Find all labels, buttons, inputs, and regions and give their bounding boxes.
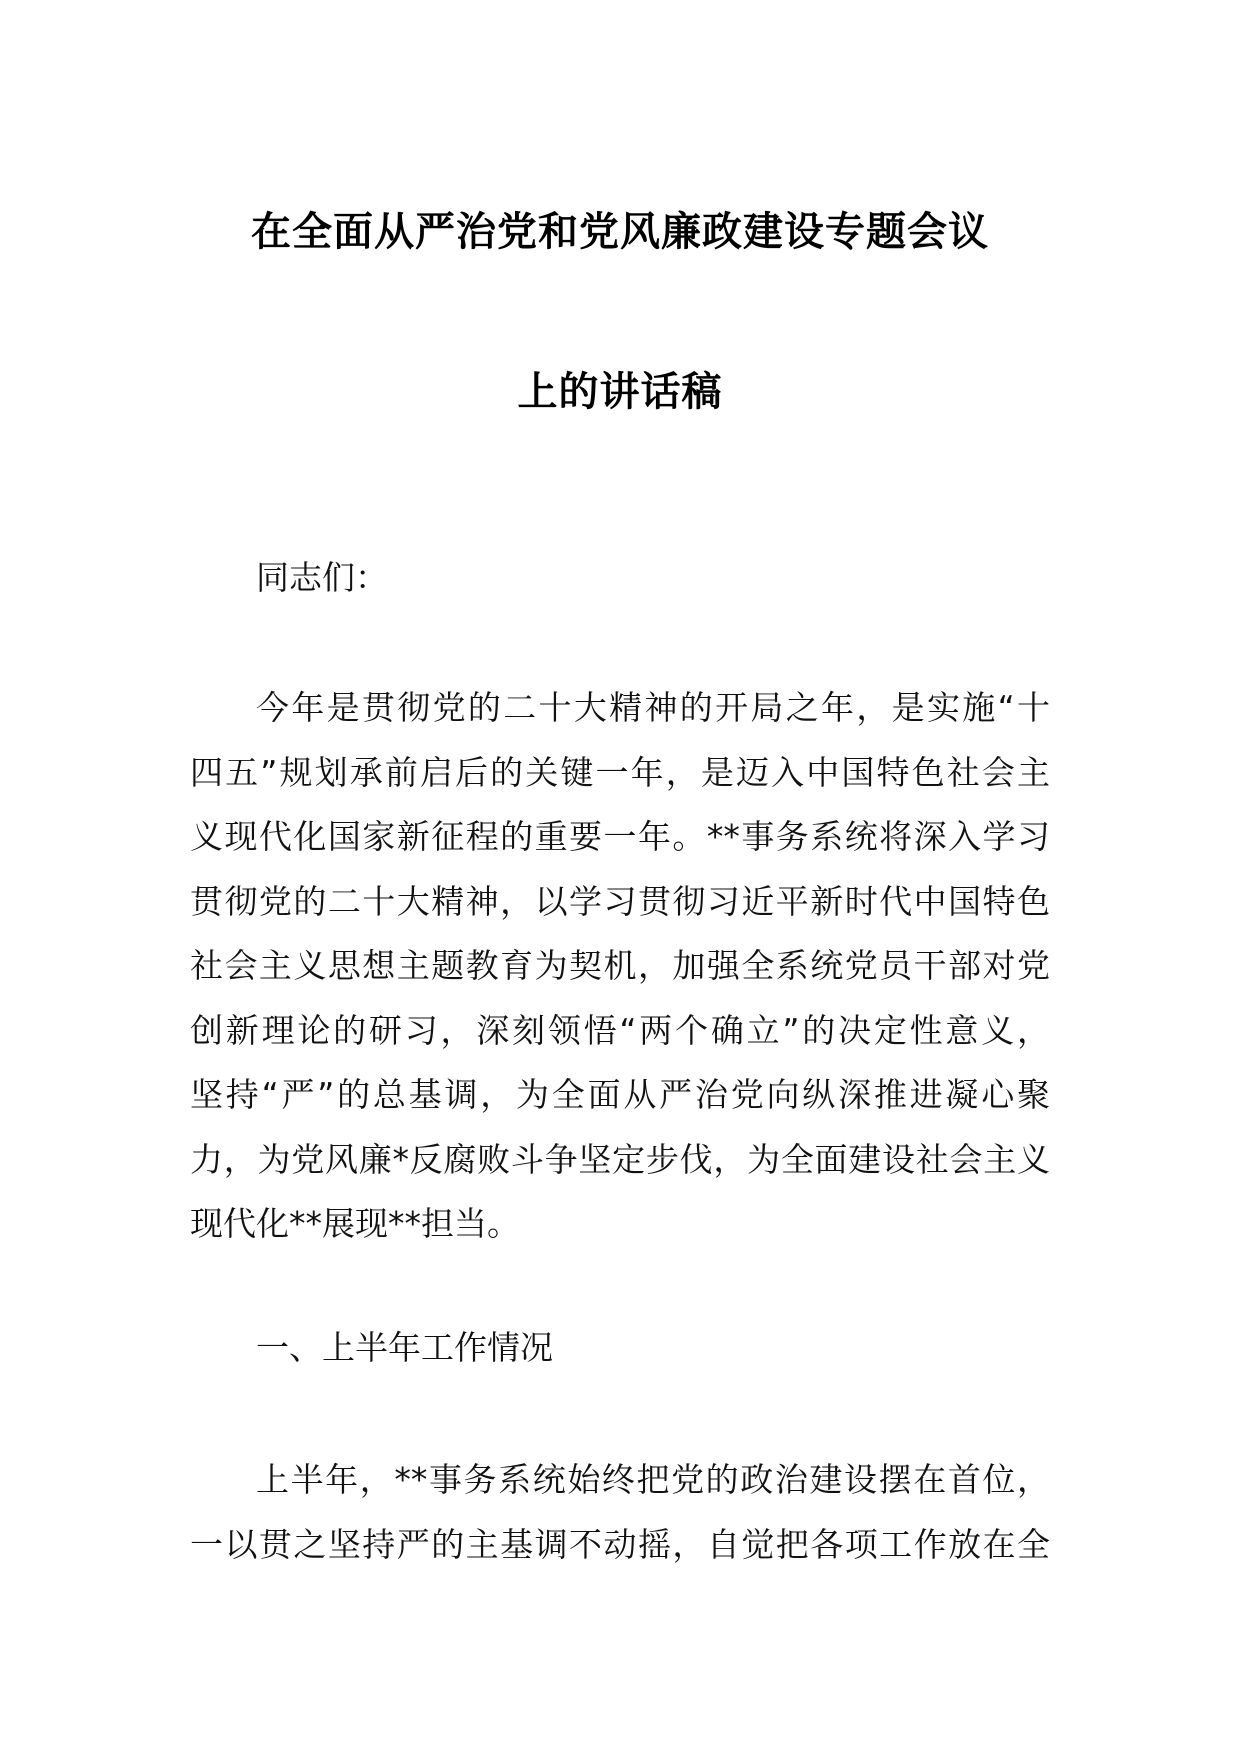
paragraph-line: 今年是贯彻党的二十大精神的开局之年，是实施“十 (256, 688, 1050, 727)
paragraph-line: 一以贯之坚持严的主基调不动摇，自觉把各项工作放在全 (190, 1524, 1050, 1564)
paragraph-line: 现代化**展现**担当。 (190, 1204, 520, 1243)
paragraph-line: 四五”规划承前启后的关键一年，是迈入中国特色社会主 (190, 752, 1050, 792)
paragraph-1 (190, 676, 1050, 1257)
paragraph-line: 社会主义思想主题教育为契机，加强全系统党员干部对党 (190, 946, 1050, 985)
document-title-line-2: 上的讲话稿 (517, 369, 723, 415)
document-title-line-1: 在全面从严治党和党风廉政建设专题会议 (251, 209, 989, 255)
paragraph-2 (190, 1448, 1050, 1577)
paragraph-line: 坚持“严”的总基调，为全面从严治党向纵深推进凝心聚 (190, 1075, 1050, 1114)
paragraph-line: 义现代化国家新征程的重要一年。**事务系统将深入学习 (190, 817, 1050, 856)
paragraph-line: 贯彻党的二十大精神，以学习贯彻习近平新时代中国特色 (190, 881, 1050, 921)
greeting-text: 同志们： (256, 558, 388, 597)
paragraph-line: 力，为党风廉*反腐败斗争坚定步伐，为全面建设社会主义 (190, 1139, 1050, 1179)
paragraph-line: 上半年，**事务系统始终把党的政治建设摆在首位， (256, 1460, 1050, 1499)
greeting (190, 546, 1050, 611)
section-heading-text: 一、上半年工作情况 (256, 1328, 553, 1367)
section-heading (190, 1316, 1050, 1381)
paragraph-line: 创新理论的研习，深刻领悟“两个确立”的决定性意义， (190, 1010, 1050, 1050)
